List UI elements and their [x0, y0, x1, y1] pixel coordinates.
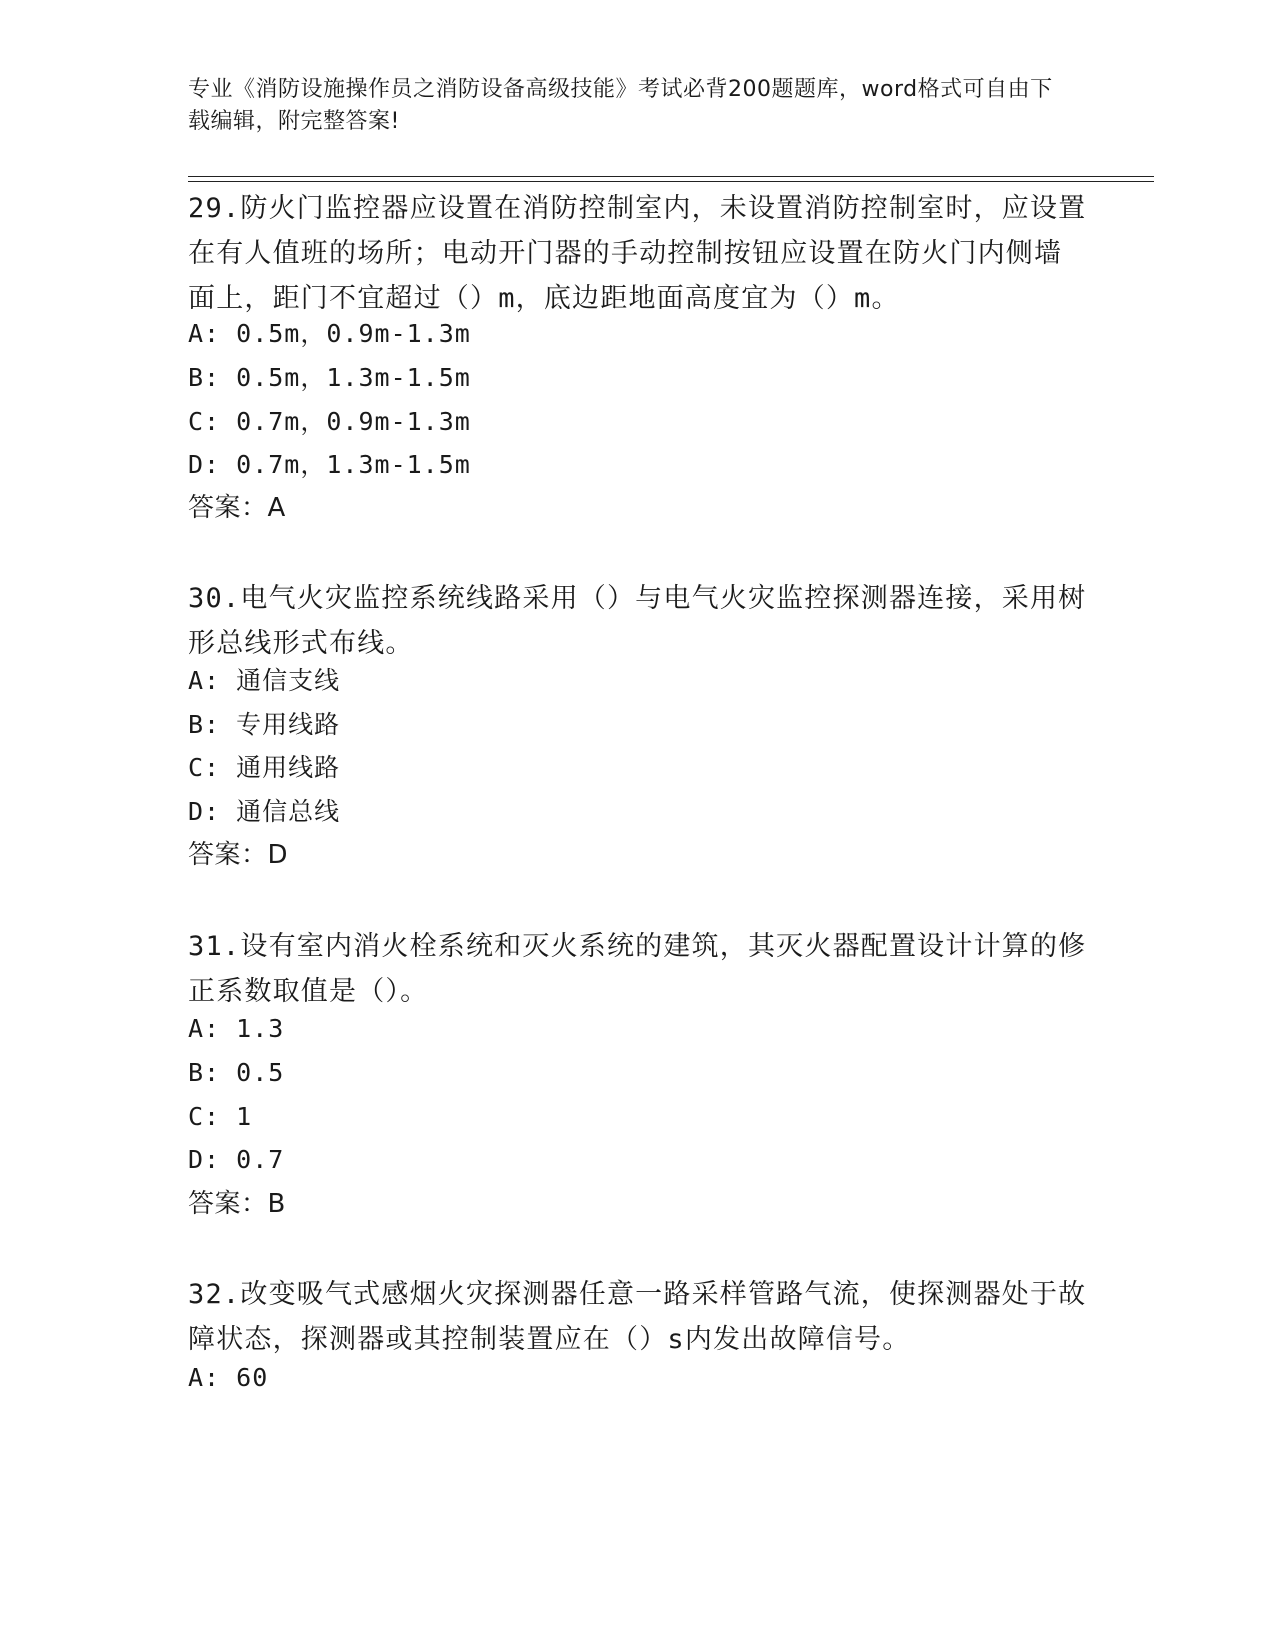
document-header: 专业《消防设施操作员之消防设备高级技能》考试必背200题题库，word格式可自由下载编辑，附完整答案! — [188, 77, 1053, 134]
question-29-answer: 答案：A — [188, 493, 286, 523]
question-31-option-c: C: 1 — [188, 1102, 253, 1131]
question-29-option-d: D: 0.7m，1.3m-1.5m — [188, 450, 471, 479]
header-divider-bottom — [188, 181, 1154, 182]
question-30-option-c: C: 通用线路 — [188, 753, 341, 782]
question-29-text: 29.防火门监控器应设置在消防控制室内，未设置消防控制室时，应设置在有人值班的场所；电动开门器的手动控制按钮应设置在防火门内侧墙面上，距门不宜超过（）m，底边距地面高度宜为（）m。 — [188, 193, 1087, 314]
question-31-option-a: A: 1.3 — [188, 1014, 285, 1043]
question-32-text: 32.改变吸气式感烟火灾探测器任意一路采样管路气流，使探测器处于故障状态，探测器或其控制装置应在（）s内发出故障信号。 — [188, 1279, 1087, 1355]
question-29-option-b: B: 0.5m，1.3m-1.5m — [188, 363, 471, 392]
header-divider-top — [188, 176, 1154, 177]
question-31-option-b: B: 0.5 — [188, 1058, 285, 1087]
question-29-option-a: A: 0.5m，0.9m-1.3m — [188, 319, 471, 348]
question-30-answer: 答案：D — [188, 840, 289, 870]
question-30-option-b: B: 专用线路 — [188, 710, 341, 739]
question-29-option-c: C: 0.7m，0.9m-1.3m — [188, 407, 471, 436]
question-31-option-d: D: 0.7 — [188, 1145, 285, 1174]
question-30-option-a: A: 通信支线 — [188, 666, 341, 695]
question-30-text: 30.电气火灾监控系统线路采用（）与电气火灾监控探测器连接，采用树形总线形式布线。 — [188, 583, 1087, 659]
question-31-text: 31.设有室内消火栓系统和灭火系统的建筑，其灭火器配置设计计算的修正系数取值是（）。 — [188, 931, 1087, 1007]
question-31-answer: 答案：B — [188, 1189, 286, 1219]
question-30-option-d: D: 通信总线 — [188, 797, 341, 826]
question-32-option-a: A: 60 — [188, 1363, 269, 1392]
